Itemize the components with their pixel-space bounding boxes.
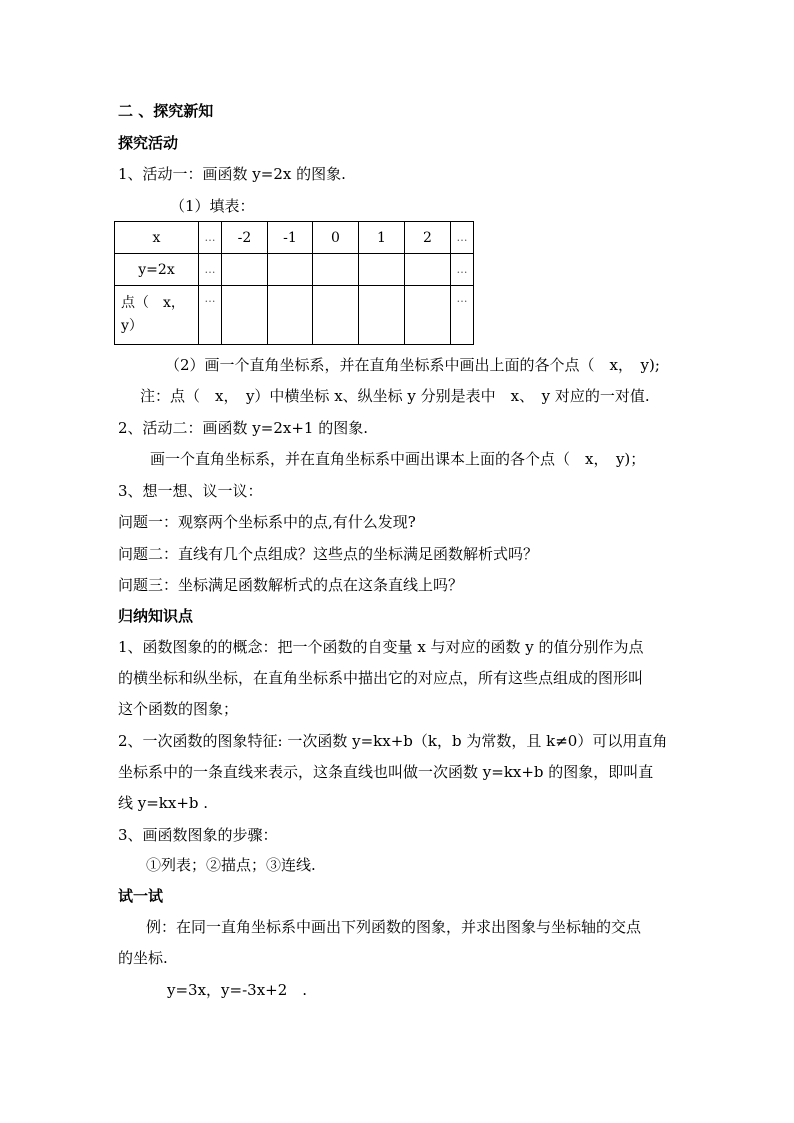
section-title: 二 、探究新知 [118,102,214,120]
table-cell: 0 [313,222,359,254]
table-cell: -1 [268,222,313,254]
activity2-text: 画一个直角坐标系，并在直角坐标系中画出课本上面的各个点（ x， y)； [150,450,646,468]
summary-p1-line3: 这个函数的图象； [118,700,239,718]
summary-p3-line1: 3、画函数图象的步骤： [118,826,278,844]
activity1-title: 1、活动一：画函数 y=2x 的图象. [118,165,346,183]
table-cell: 2 [405,222,451,254]
table-cell: -2 [222,222,268,254]
activity1-step2: （2）画一个直角坐标系，并在直角坐标系中画出上面的各个点（ x， y); [165,356,660,374]
table-cell [405,254,451,286]
table-cell [405,286,451,345]
question-1: 问题一：观察两个坐标系中的点,有什么发现? [118,513,416,531]
summary-p3-line2: ①列表；②描点；③连线. [146,856,316,874]
table-cell: x [115,222,199,254]
example-line1: 例：在同一直角坐标系中画出下列函数的图象，并求出图象与坐标轴的交点 [146,918,642,936]
table-cell-point-label [115,286,199,345]
summary-p2-line3: 线 y=kx+b . [118,794,209,812]
table-cell [359,286,405,345]
table-cell [313,286,359,345]
value-table [114,221,474,345]
table-cell [222,286,268,345]
question-2: 问题二：直线有几个点组成？这些点的坐标满足函数解析式吗？ [118,545,539,563]
table-row-x [115,222,474,254]
table-cell [359,254,405,286]
activity3-title: 3、想一想、议一议： [118,482,263,500]
example-line3: y=3x，y=-3x+2 . [167,981,308,999]
question-3: 问题三：坐标满足函数解析式的点在这条直线上吗？ [118,576,464,594]
example-line2: 的坐标. [118,949,168,967]
table-row-y [115,254,474,286]
point-label-line2: y） [121,318,143,334]
table-cell: … [451,286,474,345]
summary-heading: 归纳知识点 [118,607,194,625]
summary-p1-line1: 1、函数图象的的概念：把一个函数的自变量 x 与对应的函数 y 的值分别作为点 [118,638,644,656]
table-cell [268,254,313,286]
summary-p2-line1: 2、一次函数的图象特征: 一次函数 y=kx+b（k，b 为常数，且 k≠0）可以用直角 [118,732,668,750]
try-heading: 试一试 [118,887,164,905]
summary-p2-line2: 坐标系中的一条直线来表示，这条直线也叫做一次函数 y=kx+b 的图象，即叫直 [118,763,654,781]
table-cell: 1 [359,222,405,254]
table-cell: … [451,222,474,254]
table-cell [313,254,359,286]
table-cell: … [199,222,222,254]
table-cell: … [199,254,222,286]
activity-heading: 探究活动 [118,134,179,152]
activity1-note: 注：点（ x， y）中横坐标 x、纵坐标 y 分别是表中 x、 y 对应的一对值. [140,387,650,405]
point-label-line1: 点（ x， [121,295,185,311]
activity2-title: 2、活动二：画函数 y=2x+1 的图象. [118,419,369,437]
activity1-step1: （1）填表： [170,197,255,215]
summary-p1-line2: 的横坐标和纵坐标，在直角坐标系中描出它的对应点，所有这些点组成的图形叫 [118,669,644,687]
table-cell [222,254,268,286]
table-row-point [115,286,474,345]
table-cell: … [451,254,474,286]
table-cell [268,286,313,345]
table-cell: y=2x [115,254,199,286]
table-cell: … [199,286,222,345]
